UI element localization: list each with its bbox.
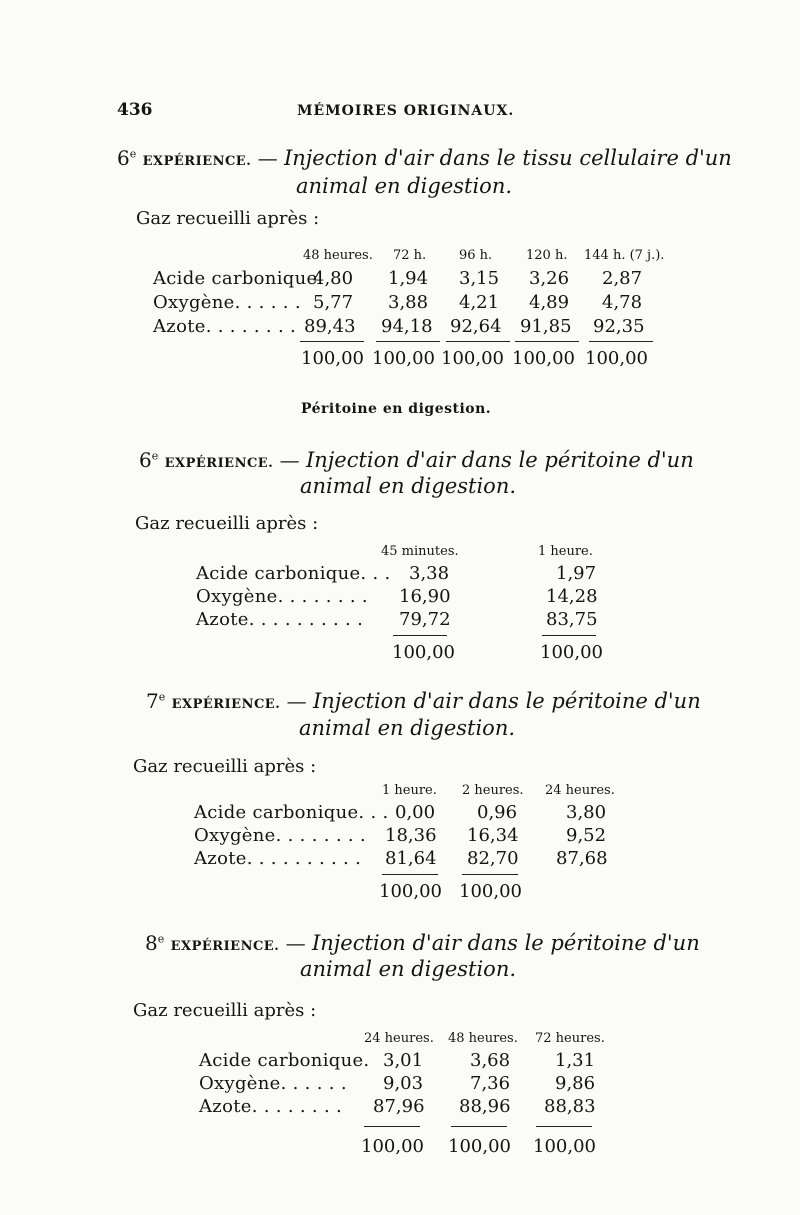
table-cell: 4,89 xyxy=(529,292,570,313)
experiment-label: EXPÉRIENCE. xyxy=(164,456,274,471)
page-number: 436 xyxy=(117,100,153,120)
sum-rule xyxy=(542,635,596,636)
table-cell: 88,83 xyxy=(544,1096,596,1117)
row-label: Acide carbonique. xyxy=(153,268,324,289)
experiment-title-continued: animal en digestion. xyxy=(296,174,513,198)
column-header: 2 heures. xyxy=(462,783,524,798)
table-cell: 82,70 xyxy=(467,848,519,869)
experiment-number: 6e xyxy=(117,146,137,170)
column-header: 72 h. xyxy=(393,248,427,263)
experiment-number: 8e xyxy=(145,931,165,955)
table-cell: 9,03 xyxy=(383,1073,424,1094)
row-label: Azote. . . . . . . . xyxy=(199,1096,343,1117)
row-label: Oxygène. . . . . . xyxy=(199,1073,347,1094)
table-cell: 16,90 xyxy=(399,586,451,607)
table-cell: 3,88 xyxy=(388,292,429,313)
table-cell: 9,86 xyxy=(555,1073,596,1094)
sum-rule xyxy=(364,1126,420,1127)
table-cell: 1,97 xyxy=(556,563,597,584)
table-total: 100,00 xyxy=(540,642,603,663)
table-cell: 14,28 xyxy=(546,586,598,607)
table-cell: 0,00 xyxy=(395,802,436,823)
table-total: 100,00 xyxy=(459,881,522,902)
table-cell: 1,31 xyxy=(555,1050,596,1071)
row-label: Azote. . . . . . . . xyxy=(153,316,297,337)
table-cell: 3,01 xyxy=(383,1050,424,1071)
table-total: 100,00 xyxy=(512,348,575,369)
table-cell: 9,52 xyxy=(566,825,607,846)
table-cell: 5,77 xyxy=(313,292,354,313)
experiment-title: Injection d'air dans le péritoine d'un xyxy=(312,689,701,713)
table-total: 100,00 xyxy=(585,348,648,369)
table-cell: 83,75 xyxy=(546,609,598,630)
table-total: 100,00 xyxy=(372,348,435,369)
table-total: 100,00 xyxy=(441,348,504,369)
table-total: 100,00 xyxy=(533,1136,596,1157)
row-label: Acide carbonique. xyxy=(199,1050,370,1071)
table-cell: 3,80 xyxy=(566,802,607,823)
experiment-label: EXPÉRIENCE. xyxy=(170,939,280,954)
column-header: 1 heure. xyxy=(538,544,593,559)
column-header: 24 heures. xyxy=(364,1031,434,1046)
dash: — xyxy=(286,689,307,713)
sum-rule xyxy=(536,1126,592,1127)
experiment-heading xyxy=(117,146,732,170)
experiment-title: Injection d'air dans le péritoine d'un xyxy=(311,931,700,955)
table-cell: 7,36 xyxy=(470,1073,511,1094)
experiment-label: EXPÉRIENCE. xyxy=(171,697,281,712)
table-total: 100,00 xyxy=(361,1136,424,1157)
dash: — xyxy=(279,448,300,472)
section-heading: Péritoine en digestion. xyxy=(301,401,492,417)
column-header: 45 minutes. xyxy=(381,544,459,559)
experiment-heading xyxy=(139,448,694,472)
table-cell: 94,18 xyxy=(381,316,433,337)
table-cell: 16,34 xyxy=(467,825,519,846)
table-cell: 0,96 xyxy=(477,802,518,823)
table-cell: 79,72 xyxy=(399,609,451,630)
sum-rule xyxy=(515,341,579,342)
gas-collected-label: Gaz recueilli après : xyxy=(136,208,320,229)
table-cell: 3,38 xyxy=(409,563,450,584)
table-cell: 4,21 xyxy=(459,292,500,313)
table-cell: 81,64 xyxy=(385,848,437,869)
running-title: MÉMOIRES ORIGINAUX. xyxy=(297,103,515,119)
table-total: 100,00 xyxy=(379,881,442,902)
table-cell: 88,96 xyxy=(459,1096,511,1117)
sum-rule xyxy=(589,341,653,342)
row-label: Oxygène. . . . . . xyxy=(153,292,301,313)
table-cell: 3,68 xyxy=(470,1050,511,1071)
column-header: 1 heure. xyxy=(382,783,437,798)
gas-collected-label: Gaz recueilli après : xyxy=(135,513,319,534)
table-cell: 2,87 xyxy=(602,268,643,289)
table-cell: 89,43 xyxy=(304,316,356,337)
table-cell: 92,35 xyxy=(593,316,645,337)
sum-rule xyxy=(382,874,438,875)
table-cell: 4,78 xyxy=(602,292,643,313)
column-header: 48 heures. xyxy=(448,1031,518,1046)
sum-rule xyxy=(300,341,364,342)
sum-rule xyxy=(393,635,447,636)
table-cell: 4,80 xyxy=(313,268,354,289)
column-header: 72 heures. xyxy=(535,1031,605,1046)
column-header: 144 h. (7 j.). xyxy=(584,248,665,263)
experiment-number: 6e xyxy=(139,448,159,472)
table-cell: 91,85 xyxy=(520,316,572,337)
table-total: 100,00 xyxy=(448,1136,511,1157)
row-label: Oxygène. . . . . . . . xyxy=(196,586,368,607)
row-label: Acide carbonique. . . xyxy=(196,563,391,584)
column-header: 48 heures. xyxy=(303,248,373,263)
sum-rule xyxy=(462,874,518,875)
sum-rule xyxy=(446,341,510,342)
table-cell: 87,96 xyxy=(373,1096,425,1117)
experiment-title-continued: animal en digestion. xyxy=(299,716,516,740)
experiment-title: Injection d'air dans le péritoine d'un xyxy=(305,448,694,472)
experiment-title-continued: animal en digestion. xyxy=(300,474,517,498)
dash: — xyxy=(257,146,278,170)
experiment-number: 7e xyxy=(146,689,166,713)
experiment-title: Injection d'air dans le tissu cellulaire d'un xyxy=(283,146,732,170)
row-label: Azote. . . . . . . . . . xyxy=(194,848,362,869)
table-cell: 87,68 xyxy=(556,848,608,869)
experiment-heading xyxy=(146,689,701,713)
table-cell: 18,36 xyxy=(385,825,437,846)
table-cell: 1,94 xyxy=(388,268,429,289)
table-total: 100,00 xyxy=(392,642,455,663)
column-header: 120 h. xyxy=(526,248,568,263)
table-cell: 92,64 xyxy=(450,316,502,337)
experiment-heading xyxy=(145,931,700,955)
row-label: Oxygène. . . . . . . . xyxy=(194,825,366,846)
gas-collected-label: Gaz recueilli après : xyxy=(133,1000,317,1021)
table-cell: 3,15 xyxy=(459,268,500,289)
sum-rule xyxy=(451,1126,507,1127)
column-header: 24 heures. xyxy=(545,783,615,798)
experiment-label: EXPÉRIENCE. xyxy=(142,154,252,169)
sum-rule xyxy=(376,341,440,342)
row-label: Acide carbonique. . . xyxy=(194,802,389,823)
experiment-title-continued: animal en digestion. xyxy=(300,957,517,981)
row-label: Azote. . . . . . . . . . xyxy=(196,609,364,630)
table-cell: 3,26 xyxy=(529,268,570,289)
gas-collected-label: Gaz recueilli après : xyxy=(133,756,317,777)
table-total: 100,00 xyxy=(301,348,364,369)
column-header: 96 h. xyxy=(459,248,493,263)
dash: — xyxy=(285,931,306,955)
